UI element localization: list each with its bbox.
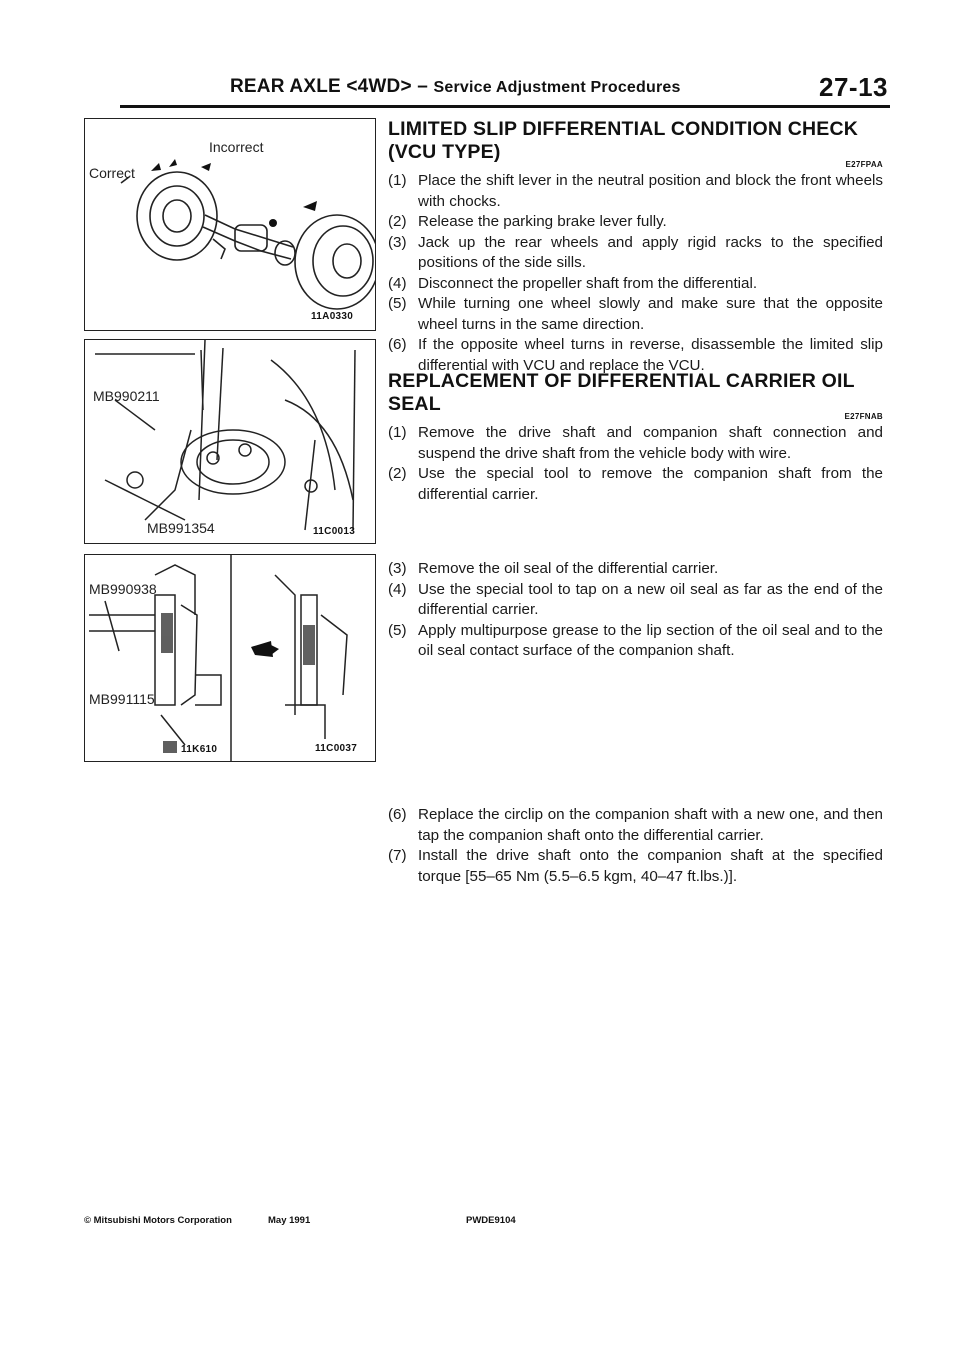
figure-oil-seal-install	[84, 554, 376, 762]
section-lsd-check	[388, 118, 883, 376]
step-item	[388, 171, 883, 212]
figure-code: 11C0013	[313, 526, 356, 537]
step-item	[388, 212, 883, 233]
step-number: (2)	[388, 465, 407, 482]
step-item	[388, 621, 883, 662]
label-incorrect: Incorrect	[209, 139, 264, 155]
step-text: Apply multipurpose grease to the lip section of the oil seal and to the oil seal contact surface of the companion shaft.	[418, 621, 883, 659]
step-item	[388, 233, 883, 274]
title-sub: Service Adjustment Procedures	[433, 79, 681, 96]
step-item	[388, 805, 883, 846]
header-rule	[120, 105, 890, 108]
step-item	[388, 274, 883, 295]
step-number: (5)	[388, 621, 407, 639]
title-dash: –	[411, 76, 434, 97]
step-item	[388, 846, 883, 887]
step-text: Use the special tool to tap on a new oil seal as far as the end of the differential carrier.	[418, 580, 883, 618]
step-text: Use the special tool to remove the companion shaft from the differential carrier.	[418, 465, 883, 503]
step-text: Jack up the rear wheels and apply rigid racks to the specified positions of the side sills.	[418, 233, 883, 271]
step-text: While turning one wheel slowly and make sure that the opposite wheel turns in the same direction.	[418, 295, 883, 333]
step-number: (5)	[388, 295, 407, 312]
label-tool-mb991115: MB991115	[89, 691, 155, 707]
footer-copyright: © Mitsubishi Motors Corporation	[84, 1215, 232, 1226]
section-code: E27FPAA	[845, 160, 883, 169]
step-number: (1)	[388, 424, 407, 441]
step-item	[388, 294, 883, 335]
figure-code: 11A0330	[311, 311, 354, 322]
step-list	[388, 171, 883, 376]
step-text: Release the parking brake lever fully.	[418, 213, 667, 230]
step-number: (2)	[388, 213, 407, 230]
section-title: REPLACEMENT OF DIFFERENTIAL CARRIER OIL SEAL	[388, 370, 855, 415]
step-text: Install the drive shaft onto the companion shaft at the specified torque [55–65 Nm (5.5–6.5 kgm, 40–47 ft.lbs.)].	[418, 847, 883, 885]
step-item	[388, 423, 883, 464]
step-number: (6)	[388, 806, 407, 823]
label-tool-mb990938: MB990938	[89, 581, 157, 597]
page-title	[230, 76, 681, 98]
section-oil-seal-replacement	[388, 370, 883, 505]
step-text: Remove the oil seal of the differential carrier.	[418, 560, 719, 577]
figure-shaft-direction	[84, 118, 376, 331]
section-code: E27FNAB	[844, 412, 883, 421]
step-number: (3)	[388, 560, 407, 577]
step-number: (4)	[388, 274, 407, 292]
label-correct: Correct	[89, 165, 135, 181]
footer-date: May 1991	[268, 1215, 311, 1226]
step-list	[388, 805, 883, 887]
label-tool-mb991354: MB991354	[147, 520, 215, 536]
step-text: If the opposite wheel turns in reverse, disassemble the limited slip differential with VCU and replace the VCU.	[418, 336, 883, 374]
figure-companion-shaft-removal-drawing	[85, 340, 375, 543]
step-number: (6)	[388, 336, 407, 353]
step-group-reinstall	[388, 803, 883, 887]
step-number: (4)	[388, 580, 407, 598]
step-number: (1)	[388, 172, 407, 189]
footer-doc-code: PWDE9104	[466, 1215, 516, 1226]
section-title: LIMITED SLIP DIFFERENTIAL CONDITION CHECK (VCU TYPE)	[388, 118, 859, 163]
step-number: (3)	[388, 233, 407, 251]
figure-companion-shaft-removal	[84, 339, 376, 544]
page-header	[120, 70, 890, 106]
step-item	[388, 580, 883, 621]
step-number: (7)	[388, 847, 407, 864]
step-text: Disconnect the propeller shaft from the differential.	[418, 274, 758, 292]
page-number: 27-13	[819, 72, 888, 102]
step-item	[388, 464, 883, 505]
step-text: Place the shift lever in the neutral position and block the front wheels with chocks.	[418, 172, 883, 210]
step-item	[388, 559, 883, 580]
step-list	[388, 423, 883, 505]
step-list	[388, 559, 883, 662]
figure-code-right: 11C0037	[315, 743, 358, 754]
step-text: Replace the circlip on the companion shaft with a new one, and then tap the companion shaft onto the differential carrier.	[418, 806, 883, 844]
figure-code-left: 11K610	[181, 744, 218, 755]
label-tool-mb990211: MB990211	[93, 388, 160, 404]
step-group-oil-seal	[388, 557, 883, 662]
title-main: REAR AXLE <4WD>	[230, 76, 412, 97]
step-text: Remove the drive shaft and companion shaft connection and suspend the drive shaft from the vehicle body with wire.	[418, 424, 883, 462]
